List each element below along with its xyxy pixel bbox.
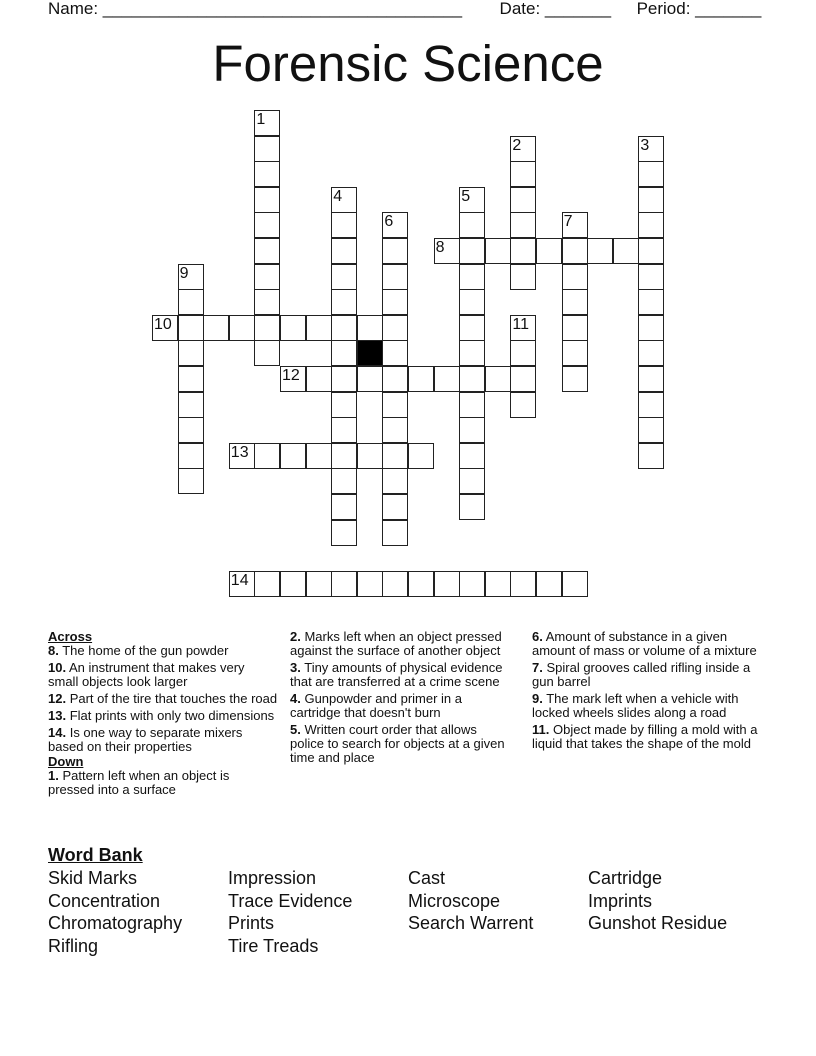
word-bank-item: Trace Evidence xyxy=(228,890,353,911)
grid-cell[interactable] xyxy=(459,212,485,238)
grid-cell[interactable] xyxy=(562,238,588,264)
clue-number: 3 xyxy=(640,136,650,154)
word-bank-item: Search Warrent xyxy=(408,913,534,933)
down-heading: Down xyxy=(48,754,84,769)
clue-number: 8 xyxy=(435,239,445,256)
clues-column-3 xyxy=(532,630,764,754)
grid-cell[interactable] xyxy=(562,571,588,597)
grid-cell[interactable] xyxy=(485,238,511,264)
grid-cell[interactable] xyxy=(510,392,536,418)
clue-across-10: 10. An instrument that makes very small objects look larger xyxy=(48,660,245,689)
grid-cell[interactable] xyxy=(459,289,485,315)
clue-down-11: 11. Object made by filling a mold with a liquid that takes the shape of the mold xyxy=(532,722,758,751)
clue-down-5: 5. Written court order that allows police to search for objects at a given time and place xyxy=(290,722,505,765)
grid-cell[interactable] xyxy=(485,571,511,597)
grid-cell[interactable] xyxy=(638,212,664,238)
grid-cell[interactable] xyxy=(510,366,536,392)
grid-cell[interactable] xyxy=(536,571,562,597)
grid-cell[interactable] xyxy=(510,571,536,597)
grid-cell[interactable] xyxy=(331,392,357,418)
grid-cell[interactable] xyxy=(510,187,536,213)
clue-across-8: 8. The home of the gun powder xyxy=(48,643,229,658)
grid-cell[interactable] xyxy=(331,494,357,520)
grid-cell[interactable] xyxy=(485,366,511,392)
black-square xyxy=(357,340,383,366)
grid-cell[interactable] xyxy=(306,571,332,597)
clue-number: 14 xyxy=(230,571,249,589)
grid-cell[interactable] xyxy=(638,315,664,341)
grid-cell[interactable] xyxy=(510,264,536,290)
grid-cell[interactable] xyxy=(382,366,408,392)
word-bank-item: Rifling xyxy=(48,935,99,956)
grid-cell[interactable] xyxy=(382,468,408,494)
grid-cell[interactable] xyxy=(638,340,664,366)
word-bank-item: Gunshot Residue xyxy=(588,913,728,933)
clue-down-2: 2. Marks left when an object pressed against the surface of another object xyxy=(290,629,502,658)
clue-down-4: 4. Gunpowder and primer in a cartridge that doesn't burn xyxy=(290,691,462,720)
grid-cell[interactable] xyxy=(178,443,204,469)
grid-cell[interactable] xyxy=(434,366,460,392)
grid-cell[interactable] xyxy=(382,289,408,315)
word-bank-item: Concentration xyxy=(48,890,161,911)
grid-cell[interactable] xyxy=(510,238,536,264)
grid-cell[interactable] xyxy=(459,238,485,264)
grid-cell[interactable] xyxy=(638,161,664,187)
grid-cell[interactable] xyxy=(382,494,408,520)
grid-cell[interactable] xyxy=(331,264,357,290)
grid-cell[interactable] xyxy=(382,264,408,290)
word-bank-item: Prints xyxy=(228,913,275,933)
grid-cell[interactable] xyxy=(331,289,357,315)
grid-cell[interactable] xyxy=(178,315,204,341)
word-bank-item: Chromatography xyxy=(48,913,183,933)
grid-cell[interactable] xyxy=(638,238,664,264)
grid-cell[interactable] xyxy=(536,238,562,264)
clue-number: 11 xyxy=(512,315,529,333)
clue-across-13: 13. Flat prints with only two dimensions xyxy=(48,708,275,723)
grid-cell[interactable] xyxy=(638,417,664,443)
grid-cell[interactable] xyxy=(587,238,613,264)
grid-cell[interactable] xyxy=(331,315,357,341)
grid-cell[interactable] xyxy=(459,417,485,443)
word-bank-item: Tire Treads xyxy=(228,935,319,956)
grid-cell[interactable] xyxy=(254,289,280,315)
clue-down-6: 6. Amount of substance in a given amount of mass or volume of a mixture xyxy=(532,629,757,658)
clue-number: 2 xyxy=(512,136,522,154)
grid-cell[interactable] xyxy=(638,289,664,315)
grid-cell[interactable] xyxy=(280,571,306,597)
grid-cell[interactable] xyxy=(178,366,204,392)
grid-cell[interactable] xyxy=(459,443,485,469)
grid-cell[interactable] xyxy=(306,315,332,341)
grid-cell[interactable] xyxy=(459,315,485,341)
grid-cell[interactable] xyxy=(331,571,357,597)
clue-number: 4 xyxy=(333,187,343,205)
grid-cell[interactable] xyxy=(331,417,357,443)
word-bank-heading: Word Bank xyxy=(48,845,143,865)
word-bank-item: Imprints xyxy=(588,890,653,911)
grid-cell[interactable] xyxy=(357,443,383,469)
grid-cell[interactable] xyxy=(638,264,664,290)
grid-cell[interactable] xyxy=(459,571,485,597)
grid-cell[interactable] xyxy=(562,264,588,290)
grid-cell[interactable] xyxy=(510,212,536,238)
grid-cell[interactable] xyxy=(254,187,280,213)
clue-number: 13 xyxy=(230,443,249,461)
name-field[interactable]: Name: ______________________________________ xyxy=(48,0,463,18)
grid-cell[interactable] xyxy=(638,366,664,392)
grid-cell[interactable] xyxy=(331,468,357,494)
grid-cell[interactable] xyxy=(254,212,280,238)
grid-cell[interactable] xyxy=(254,315,280,341)
grid-cell[interactable] xyxy=(562,366,588,392)
grid-cell[interactable] xyxy=(382,571,408,597)
grid-cell[interactable] xyxy=(562,340,588,366)
grid-cell[interactable] xyxy=(382,443,408,469)
word-bank-item: Microscope xyxy=(408,890,501,911)
grid-cell[interactable] xyxy=(638,443,664,469)
grid-cell[interactable] xyxy=(254,136,280,162)
page-title: Forensic Science xyxy=(212,35,604,92)
grid-cell[interactable] xyxy=(459,264,485,290)
grid-cell[interactable] xyxy=(178,417,204,443)
grid-cell[interactable] xyxy=(459,392,485,418)
word-bank-item: Cartridge xyxy=(588,868,663,888)
grid-cell[interactable] xyxy=(562,315,588,341)
grid-cell[interactable] xyxy=(382,315,408,341)
grid-cell[interactable] xyxy=(178,340,204,366)
period-field[interactable]: Period: _______ xyxy=(636,0,762,18)
clue-across-14: 14. Is one way to separate mixers based on their properties xyxy=(48,725,243,754)
grid-cell[interactable] xyxy=(562,289,588,315)
grid-cell[interactable] xyxy=(203,315,229,341)
grid-cell[interactable] xyxy=(459,340,485,366)
grid-cell[interactable] xyxy=(357,366,383,392)
grid-cell[interactable] xyxy=(280,315,306,341)
grid-cell[interactable] xyxy=(331,212,357,238)
grid-cell[interactable] xyxy=(331,238,357,264)
grid-cell[interactable] xyxy=(459,468,485,494)
grid-cell[interactable] xyxy=(408,443,434,469)
grid-cell[interactable] xyxy=(459,494,485,520)
grid-cell[interactable] xyxy=(382,340,408,366)
grid-cell[interactable] xyxy=(382,417,408,443)
grid-cell[interactable] xyxy=(638,187,664,213)
grid-cell[interactable] xyxy=(306,443,332,469)
clue-number: 5 xyxy=(461,187,471,205)
clue-down-9: 9. The mark left when a vehicle with locked wheels slides along a road xyxy=(532,691,739,720)
grid-cell[interactable] xyxy=(280,443,306,469)
word-bank-item: Impression xyxy=(228,868,317,888)
grid-cell[interactable] xyxy=(229,315,255,341)
grid-cell[interactable] xyxy=(254,340,280,366)
across-heading: Across xyxy=(48,629,93,644)
clues-column-2 xyxy=(290,630,510,768)
clue-down-7: 7. Spiral grooves called rifling inside a gun barrel xyxy=(532,660,751,689)
clue-number: 9 xyxy=(179,264,189,282)
grid-cell[interactable] xyxy=(254,238,280,264)
grid-cell[interactable] xyxy=(434,571,460,597)
clue-number: 10 xyxy=(154,315,172,333)
grid-cell[interactable] xyxy=(178,392,204,418)
grid-cell[interactable] xyxy=(254,264,280,290)
grid-cell[interactable] xyxy=(459,366,485,392)
grid-cell[interactable] xyxy=(357,315,383,341)
clue-number: 7 xyxy=(563,213,573,231)
grid-cell[interactable] xyxy=(331,520,357,546)
grid-cell[interactable] xyxy=(510,340,536,366)
word-bank-item: Cast xyxy=(408,868,446,888)
clue-across-12: 12. Part of the tire that touches the road xyxy=(48,691,278,706)
word-bank-item: Skid Marks xyxy=(48,868,138,888)
grid-cell[interactable] xyxy=(382,520,408,546)
grid-cell[interactable] xyxy=(382,238,408,264)
grid-cell[interactable] xyxy=(331,340,357,366)
grid-cell[interactable] xyxy=(331,443,357,469)
grid-cell[interactable] xyxy=(331,366,357,392)
grid-cell[interactable] xyxy=(254,161,280,187)
grid-cell[interactable] xyxy=(408,571,434,597)
grid-cell[interactable] xyxy=(613,238,639,264)
grid-cell[interactable] xyxy=(638,392,664,418)
clue-number: 12 xyxy=(282,367,300,384)
grid-cell[interactable] xyxy=(178,289,204,315)
grid-cell[interactable] xyxy=(254,443,280,469)
grid-cell[interactable] xyxy=(306,366,332,392)
grid-cell[interactable] xyxy=(178,468,204,494)
clue-number: 6 xyxy=(384,213,394,231)
clue-down-3: 3. Tiny amounts of physical evidence that are transferred at a crime scene xyxy=(290,660,503,689)
date-field[interactable]: Date: _______ xyxy=(499,0,612,18)
grid-cell[interactable] xyxy=(357,571,383,597)
grid-cell[interactable] xyxy=(408,366,434,392)
grid-cell[interactable] xyxy=(382,392,408,418)
clues-column-1 xyxy=(48,630,278,800)
clue-down-1: 1. Pattern left when an object is pressed into a surface xyxy=(48,768,230,797)
grid-cell[interactable] xyxy=(510,161,536,187)
clue-number: 1 xyxy=(256,111,266,128)
grid-cell[interactable] xyxy=(254,571,280,597)
